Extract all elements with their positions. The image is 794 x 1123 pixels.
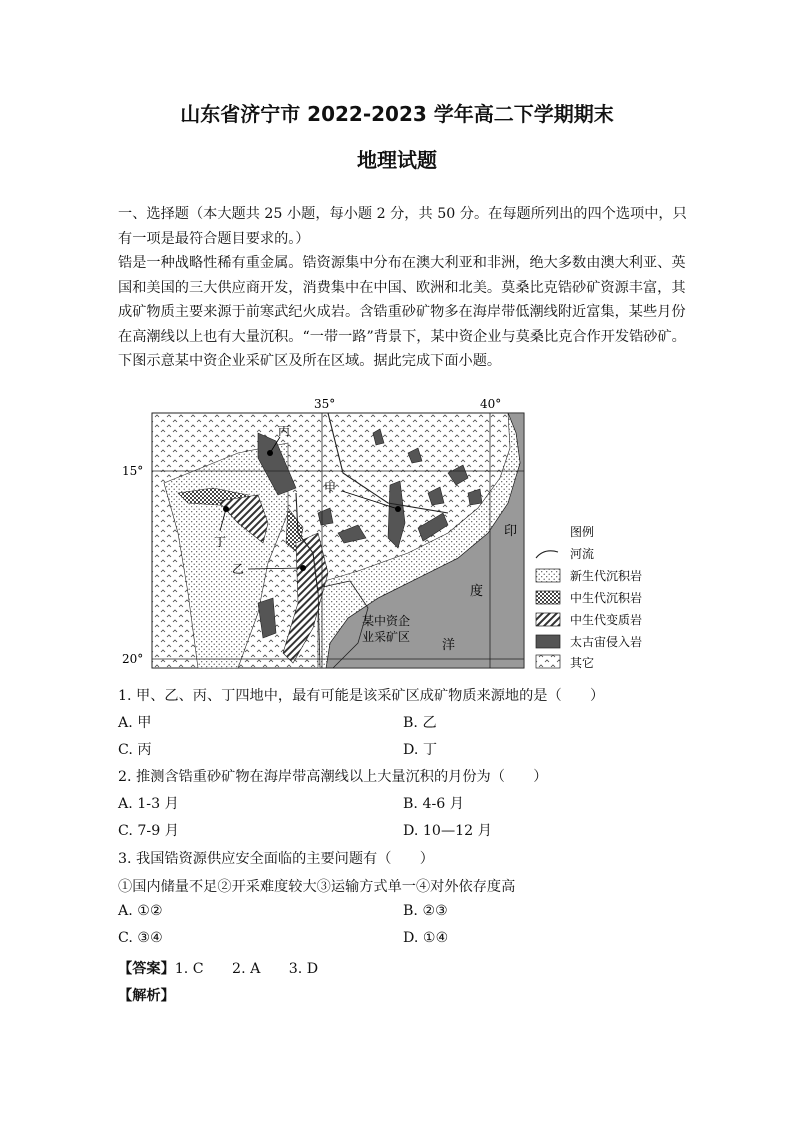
- answer-line: [118, 958, 318, 978]
- legend-other-icon: [536, 655, 560, 668]
- legend-river-icon: [536, 551, 558, 558]
- region-map: [118, 393, 678, 675]
- legend-title: 图例: [570, 525, 595, 539]
- mine-label-line1: 某中资企: [362, 614, 411, 628]
- map-frame: [152, 413, 524, 668]
- legend-cenozoic-icon: [536, 569, 560, 582]
- ocean-label-1: 印: [504, 524, 518, 539]
- legend-mesozoic-sed-icon: [536, 591, 560, 604]
- mine-label-line2: 业采矿区: [362, 630, 411, 644]
- legend-archean-icon: [536, 635, 560, 648]
- q2-option-c: C. 7-9 月: [118, 823, 179, 839]
- ocean-label-2: 度: [470, 584, 484, 599]
- legend-mesozoic-meta-icon: [536, 613, 560, 626]
- lat-label-15: 15°: [122, 464, 144, 478]
- label-yi: 乙: [232, 562, 245, 576]
- q3-option-c: C. ③④: [118, 930, 163, 946]
- question-3-sub: ①国内储量不足②开采难度较大③运输方式单一④对外依存度高: [118, 879, 516, 895]
- q2-option-a: A. 1-3 月: [118, 796, 179, 812]
- section-heading: 一、选择题（本大题共 25 小题，每小题 2 分，共 50 分。在每题所列出的四个选项中，只有一项是最符合题目要求的。）: [118, 206, 687, 247]
- svg-text:新生代沉积岩: 新生代沉积岩: [570, 569, 643, 583]
- doc-title: 山东省济宁市 2022-2023 学年高二下学期期末: [180, 102, 614, 126]
- q3-option-d: D. ①④: [403, 930, 449, 946]
- q2-option-b: B. 4-6 月: [403, 796, 464, 812]
- q1-option-d: D. 丁: [403, 742, 438, 758]
- q1-option-b: B. 乙: [403, 715, 437, 731]
- q1-option-c: C. 丙: [118, 742, 152, 758]
- q3-option-a: A. ①②: [118, 903, 163, 919]
- label-bing: 丙: [278, 424, 291, 438]
- answer-label: 【答案】: [118, 961, 175, 977]
- svg-text:中生代沉积岩: 中生代沉积岩: [570, 591, 643, 605]
- intro-paragraph: 锆是一种战略性稀有重金属。锆资源集中分布在澳大利亚和非洲，绝大多数由澳大利亚、英国和美国的三大供应商开发，消费集中在中国、欧洲和北美。莫桑比克锆砂矿资源丰富，其成矿物质主要来源于前寒武纪火成岩。含锆重砂矿物多在海岸带低潮线附近富集，某些月份在高潮线以上也有大量沉积。“一带一路”背景下，某中资企业与莫桑比克合作开发锆砂矿。下图示意某中资企业采矿区及所在区域。据此完成下面小题。: [118, 255, 686, 370]
- lat-label-20: 20°: [122, 652, 144, 666]
- lon-label-35: 35°: [314, 397, 336, 411]
- lon-label-40: 40°: [480, 397, 502, 411]
- question-3-stem: 3. 我国锆资源供应安全面临的主要问题有（ ）: [118, 851, 434, 867]
- svg-text:太古宙侵入岩: 太古宙侵入岩: [570, 635, 643, 649]
- svg-text:河流: 河流: [570, 547, 595, 561]
- doc-subtitle: 地理试题: [357, 148, 437, 172]
- svg-text:其它: 其它: [570, 656, 595, 670]
- label-ding: 丁: [214, 535, 227, 549]
- label-jia: 甲: [324, 481, 337, 495]
- q2-option-d: D. 10—12 月: [403, 823, 492, 839]
- q3-option-b: B. ②③: [403, 903, 448, 919]
- analysis-label: 【解析】: [118, 988, 175, 1004]
- svg-text:中生代变质岩: 中生代变质岩: [570, 613, 643, 627]
- ocean-label-3: 洋: [442, 638, 456, 653]
- question-1-stem: 1. 甲、乙、丙、丁四地中，最有可能是该采矿区成矿物质来源地的是（ ）: [118, 688, 605, 704]
- answer-values: 1. C 2. A 3. D: [174, 961, 319, 977]
- map-legend: [536, 524, 642, 670]
- question-2-stem: 2. 推测含锆重砂矿物在海岸带高潮线以上大量沉积的月份为（ ）: [118, 769, 548, 785]
- q1-option-a: A. 甲: [118, 715, 152, 731]
